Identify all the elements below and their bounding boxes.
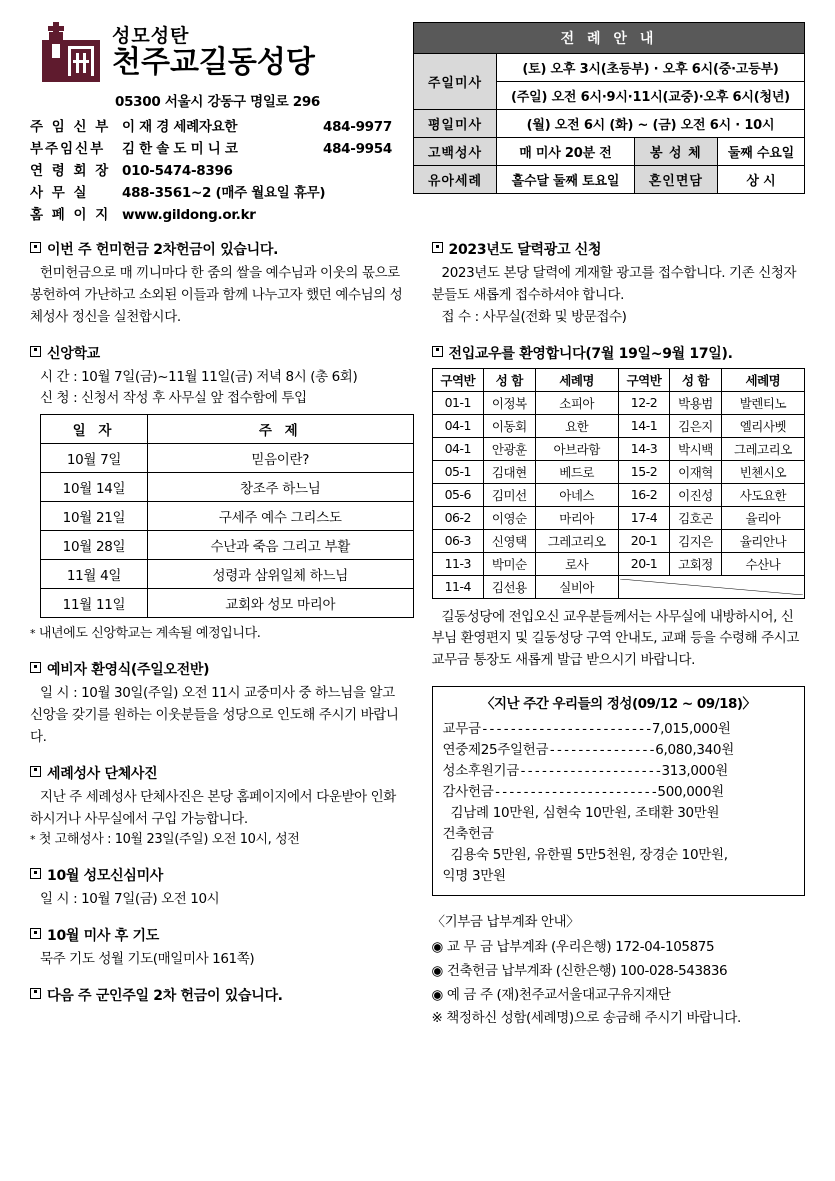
section-title-text: 10월 미사 후 기도 <box>47 928 159 945</box>
account-item <box>432 984 806 1008</box>
mass-row-value: (월) 오전 6시 (화) ~ (금) 오전 6시 · 10시 <box>497 110 805 138</box>
offering-amount: 500,000원 <box>657 783 724 800</box>
section-title <box>30 343 404 363</box>
table-row <box>432 391 805 414</box>
cell: 05-1 <box>432 460 484 483</box>
cell: 발렌티노 <box>721 391 804 414</box>
parish-name-sub: 성모성탄 <box>112 25 190 48</box>
contact-value: 김 한 솔 도 미 니 코 <box>122 141 238 157</box>
offering-title: 〈지난 주간 우리들의 정성(09/12 ~ 09/18)〉 <box>480 696 756 713</box>
cell: 17-4 <box>618 506 670 529</box>
offering-amount: 313,000원 <box>661 762 728 779</box>
circle-dot-icon: ◉ <box>431 986 443 1003</box>
section-calendar-ad <box>432 239 806 329</box>
bullet-square-icon <box>30 928 41 939</box>
account-text: 건축헌금 납부계좌 (신한은행) 100-028-543836 <box>446 963 728 980</box>
table-row <box>432 460 805 483</box>
mass-row-label: 유아세례 <box>414 166 497 194</box>
cell-topic: 구세주 예수 그리스도 <box>148 502 414 531</box>
table-row <box>432 414 805 437</box>
section-title <box>30 659 404 679</box>
offering-amount: 6,080,340원 <box>655 742 734 758</box>
faith-school-table <box>40 414 414 618</box>
cell: 05-6 <box>432 483 484 506</box>
table-row <box>432 552 805 575</box>
cell-empty <box>618 575 804 598</box>
section-after-mass-prayer <box>30 925 404 971</box>
faith-school-time: 시 간 : 10월 7일(금)~11월 11일(금) 저녁 8시 (총 6회) <box>40 368 358 385</box>
cell: 율리안나 <box>721 529 804 552</box>
header <box>0 0 835 225</box>
cell-date: 11월 11일 <box>41 589 148 618</box>
offering-dots: ----------------------- <box>493 783 658 800</box>
cell-topic: 창조주 하느님 <box>148 473 414 502</box>
table-row <box>432 483 805 506</box>
cell-topic: 수난과 죽음 그리고 부활 <box>148 531 414 560</box>
cell: 빈첸시오 <box>721 460 804 483</box>
section-body: 2023년도 본당 달력에 게재할 광고를 접수합니다. 기존 신청자분들도 새롭게 접수하셔야 합니다. <box>431 265 797 303</box>
footnote-text: 첫 고해성사 : 10월 23일(주일) 오전 10시, 성전 <box>38 832 300 848</box>
bullet-square-icon <box>30 662 41 673</box>
contact-value: 010-5474-8396 <box>122 163 233 179</box>
cell: 고회정 <box>670 552 722 575</box>
offering-amount: 7,015,000원 <box>651 721 731 738</box>
contact-label: 연 령 회 장 <box>30 163 111 179</box>
mass-row-value: 홀수달 둘째 토요일 <box>497 166 635 194</box>
faith-school-apply: 신 청 : 신청서 작성 후 사무실 앞 접수함에 투입 <box>40 390 307 407</box>
asterisk-icon: * <box>30 833 36 847</box>
col-header-baptismal2: 세례명 <box>721 368 804 391</box>
contact-label: 홈 페 이 지 <box>30 207 111 223</box>
section-title <box>30 763 404 783</box>
section-faith-school <box>30 343 404 646</box>
cell: 04-1 <box>432 437 484 460</box>
cell: 이진성 <box>670 483 722 506</box>
cell: 11-3 <box>432 552 484 575</box>
cell: 김대현 <box>484 460 536 483</box>
cell: 11-4 <box>432 575 484 598</box>
cell-date: 10월 14일 <box>41 473 148 502</box>
faith-school-footnote <box>30 624 404 645</box>
offering-detail-build2: 익명 3만원 <box>442 867 506 884</box>
mass-row-value2: 상 시 <box>717 166 804 194</box>
contact-tel: 484-9977 <box>323 119 392 135</box>
section-title-text: 2023년도 달력광고 신청 <box>448 242 602 258</box>
table-row <box>41 444 414 473</box>
table-row <box>41 560 414 589</box>
bullet-square-icon <box>30 766 41 777</box>
cell: 율리아 <box>721 506 804 529</box>
contact-label: 주 임 신 부 <box>30 119 111 135</box>
section-baptism-photo <box>30 763 404 852</box>
bullet-square-icon <box>30 868 41 879</box>
cell: 12-2 <box>618 391 670 414</box>
logo-row <box>30 22 405 84</box>
table-row <box>41 473 414 502</box>
section-title-text: 10월 성모신심미사 <box>47 868 164 885</box>
section-title <box>432 239 806 259</box>
offering-row <box>443 761 795 782</box>
section-body: 헌미헌금으로 매 끼니마다 한 줌의 쌀을 예수님과 이웃의 몫으로 봉헌하여 가난하고 소외된 이들과 함께 나누고자 했던 예수님의 성체성사 정신을 실천합시다. <box>30 265 403 325</box>
section-title-text: 세례성사 단체사진 <box>47 765 158 782</box>
contact-label: 부주임신부 <box>30 141 106 157</box>
contact-tel: 484-9954 <box>323 141 392 157</box>
col-header-topic: 주 제 <box>148 415 414 444</box>
cell: 실비아 <box>535 575 618 598</box>
section-weekly-offering <box>432 686 806 896</box>
col-header-name2: 성 함 <box>670 368 722 391</box>
account-text: 교 무 금 납부계좌 (우리은행) 172-04-105875 <box>446 939 715 956</box>
cell: 그레고리오 <box>535 529 618 552</box>
table-row <box>41 502 414 531</box>
contact-row <box>30 137 405 157</box>
cell: 아네스 <box>535 483 618 506</box>
cell: 김지은 <box>670 529 722 552</box>
circle-dot-icon: ◉ <box>431 963 443 980</box>
section-title-text: 다음 주 군인주일 2차 헌금이 있습니다. <box>47 987 283 1004</box>
cell: 이동회 <box>484 414 536 437</box>
cell: 이정복 <box>484 391 536 414</box>
cell: 요한 <box>535 414 618 437</box>
contact-value: 이 재 경 세례자요한 <box>122 119 238 135</box>
offering-box <box>432 686 806 896</box>
table-row <box>432 529 805 552</box>
section-rice-offering <box>30 239 404 329</box>
section-title-text: 이번 주 헌미헌금 2차헌금이 있습니다. <box>47 242 279 258</box>
account-item <box>432 960 806 984</box>
mass-row-label2: 혼인면담 <box>634 166 717 194</box>
cell-date: 10월 21일 <box>41 502 148 531</box>
bullet-square-icon <box>30 346 41 357</box>
cell: 그레고리오 <box>721 437 804 460</box>
cell: 김은지 <box>670 414 722 437</box>
cell: 박용범 <box>670 391 722 414</box>
table-row <box>41 589 414 618</box>
accounts-title: 〈기부금 납부계좌 안내〉 <box>431 914 580 931</box>
section-title <box>30 865 404 885</box>
accounts-note: ※ 책정하신 성함(세례명)으로 송금해 주시기 바랍니다. <box>431 1010 741 1027</box>
offering-label: 연중제25주일헌금 <box>442 742 549 758</box>
section-catechumen-welcome <box>30 659 404 749</box>
asterisk-icon: * <box>30 627 36 641</box>
offering-dots: ------------------------ <box>480 721 652 738</box>
table-row <box>432 506 805 529</box>
website-link[interactable]: www.gildong.or.kr <box>122 207 256 223</box>
cell: 엘리사벳 <box>721 414 804 437</box>
cell: 16-2 <box>618 483 670 506</box>
col-header-name: 성 함 <box>484 368 536 391</box>
cell: 로사 <box>535 552 618 575</box>
cell: 04-1 <box>432 414 484 437</box>
mass-row-label: 평일미사 <box>414 110 497 138</box>
offering-detail-label: 건축헌금 <box>442 825 494 842</box>
baptism-footnote <box>30 830 404 851</box>
calendar-ad-apply: 접 수 : 사무실(전화 및 방문접수) <box>441 308 627 325</box>
section-body: 일 시 : 10월 7일(금) 오전 10시 <box>40 891 220 908</box>
parish-name-main: 천주교길동성당 <box>112 45 315 81</box>
cell: 김호곤 <box>670 506 722 529</box>
section-title-text: 예비자 환영식(주일오전반) <box>47 662 210 679</box>
section-title-text: 신앙학교 <box>47 345 100 362</box>
cell-date: 10월 28일 <box>41 531 148 560</box>
contact-row <box>30 159 405 179</box>
contact-row <box>30 203 405 223</box>
mass-row-label2: 봉 성 체 <box>634 138 717 166</box>
section-title <box>30 239 404 259</box>
mass-row-label: 고백성사 <box>414 138 497 166</box>
church-logo-icon <box>40 22 102 84</box>
bullet-square-icon <box>30 242 41 253</box>
cell-topic: 믿음이란? <box>148 444 414 473</box>
section-title <box>30 985 404 1005</box>
contact-value: 488-3561~2 (매주 월요일 휴무) <box>122 185 326 201</box>
col-header-baptismal: 세례명 <box>535 368 618 391</box>
cell: 이영순 <box>484 506 536 529</box>
section-body: 지난 주 세례성사 단체사진은 본당 홈페이지에서 다운받아 인화하시거나 사무실에서 구입 가능합니다. <box>30 788 396 827</box>
right-column <box>418 239 806 1045</box>
cell: 김미선 <box>484 483 536 506</box>
mass-schedule-table <box>413 22 805 194</box>
contact-row <box>30 181 405 201</box>
offering-label: 감사헌금 <box>442 783 494 800</box>
mass-row-value2: 둘째 수요일 <box>717 138 804 166</box>
cell: 마리아 <box>535 506 618 529</box>
account-item <box>432 936 806 960</box>
cell: 아브라함 <box>535 437 618 460</box>
bullet-square-icon <box>432 242 443 253</box>
parish-address: 05300 서울시 강동구 명일로 296 <box>114 94 320 110</box>
offering-label: 성소후원기금 <box>442 762 519 779</box>
section-body: 묵주 기도 성월 기도(매일미사 161쪽) <box>40 951 255 968</box>
cell: 20-1 <box>618 529 670 552</box>
cell: 01-1 <box>432 391 484 414</box>
section-new-members <box>432 343 806 673</box>
offering-detail-thanks: 김남례 10만원, 심현숙 10만원, 조태환 30만원 <box>450 804 720 821</box>
offering-row <box>443 740 795 761</box>
cell: 20-1 <box>618 552 670 575</box>
bullet-square-icon <box>30 988 41 999</box>
parish-name <box>112 25 315 81</box>
offering-label: 교무금 <box>442 721 481 738</box>
cell: 박시백 <box>670 437 722 460</box>
cell: 수산나 <box>721 552 804 575</box>
col-header-district: 구역반 <box>432 368 484 391</box>
cell: 06-3 <box>432 529 484 552</box>
account-text: 예 금 주 (재)천주교서울대교구유지재단 <box>446 986 671 1003</box>
mass-row-label: 주일미사 <box>414 54 497 110</box>
cell: 06-2 <box>432 506 484 529</box>
mass-schedule-title: 전 례 안 내 <box>414 23 805 54</box>
section-title <box>432 343 806 363</box>
mass-schedule <box>405 22 805 225</box>
offering-dots: -------------------- <box>518 762 662 779</box>
cell-date: 11월 4일 <box>41 560 148 589</box>
circle-dot-icon: ◉ <box>431 939 443 956</box>
cell: 소피아 <box>535 391 618 414</box>
section-title-text: 전입교우를 환영합니다(7월 19일~9월 17일). <box>448 345 733 362</box>
cell: 14-1 <box>618 414 670 437</box>
cell: 사도요한 <box>721 483 804 506</box>
parish-info <box>30 22 405 225</box>
contact-row <box>30 115 405 135</box>
table-row <box>432 437 805 460</box>
section-marian-mass <box>30 865 404 911</box>
offering-detail-build1: 김용숙 5만원, 유한필 5만5천원, 장경순 10만원, <box>450 846 728 863</box>
new-members-body: 길동성당에 전입오신 교우분들께서는 사무실에 내방하시어, 신부님 환영편지 및 길동성당 구역 안내도, 교패 등을 수령해 주시고 교무금 통장도 새롭게 발급 받으시기 바랍니다. <box>431 608 800 669</box>
offering-dots: --------------- <box>548 742 656 758</box>
cell: 이재혁 <box>670 460 722 483</box>
offering-row <box>443 782 795 803</box>
section-title <box>30 925 404 945</box>
table-row <box>432 575 805 598</box>
cell: 베드로 <box>535 460 618 483</box>
cell-topic: 성령과 삼위일체 하느님 <box>148 560 414 589</box>
col-header-district2: 구역반 <box>618 368 670 391</box>
bullet-square-icon <box>432 346 443 357</box>
cell-date: 10월 7일 <box>41 444 148 473</box>
new-members-table <box>432 368 806 599</box>
section-accounts <box>432 910 806 1031</box>
cell: 안광훈 <box>484 437 536 460</box>
cell: 신영택 <box>484 529 536 552</box>
cell: 14-3 <box>618 437 670 460</box>
body-columns <box>0 225 835 1045</box>
footnote-text: 내년에도 신앙학교는 계속될 예정입니다. <box>38 626 261 642</box>
accounts-list <box>432 936 806 1031</box>
cell-topic: 교회와 성모 마리아 <box>148 589 414 618</box>
offering-row <box>443 719 795 740</box>
parish-contacts <box>30 115 405 223</box>
section-military-sunday <box>30 985 404 1005</box>
mass-row-value: (토) 오후 3시(초등부) · 오후 6시(중·고등부) <box>497 54 805 82</box>
col-header-date: 일 자 <box>41 415 148 444</box>
section-body: 일 시 : 10월 30일(주일) 오전 11시 교중미사 중 하느님을 알고 신앙을 갖기를 원하는 이웃분들을 성당으로 인도해 주시기 바랍니다. <box>30 685 399 745</box>
mass-row-value: (주일) 오전 6시·9시·11시(교중)·오후 6시(청년) <box>497 82 805 110</box>
cell: 15-2 <box>618 460 670 483</box>
cell: 박미순 <box>484 552 536 575</box>
table-row <box>41 531 414 560</box>
mass-row-value: 매 미사 20분 전 <box>497 138 635 166</box>
cell: 김선용 <box>484 575 536 598</box>
left-column <box>30 239 418 1045</box>
contact-label: 사 무 실 <box>30 185 89 201</box>
